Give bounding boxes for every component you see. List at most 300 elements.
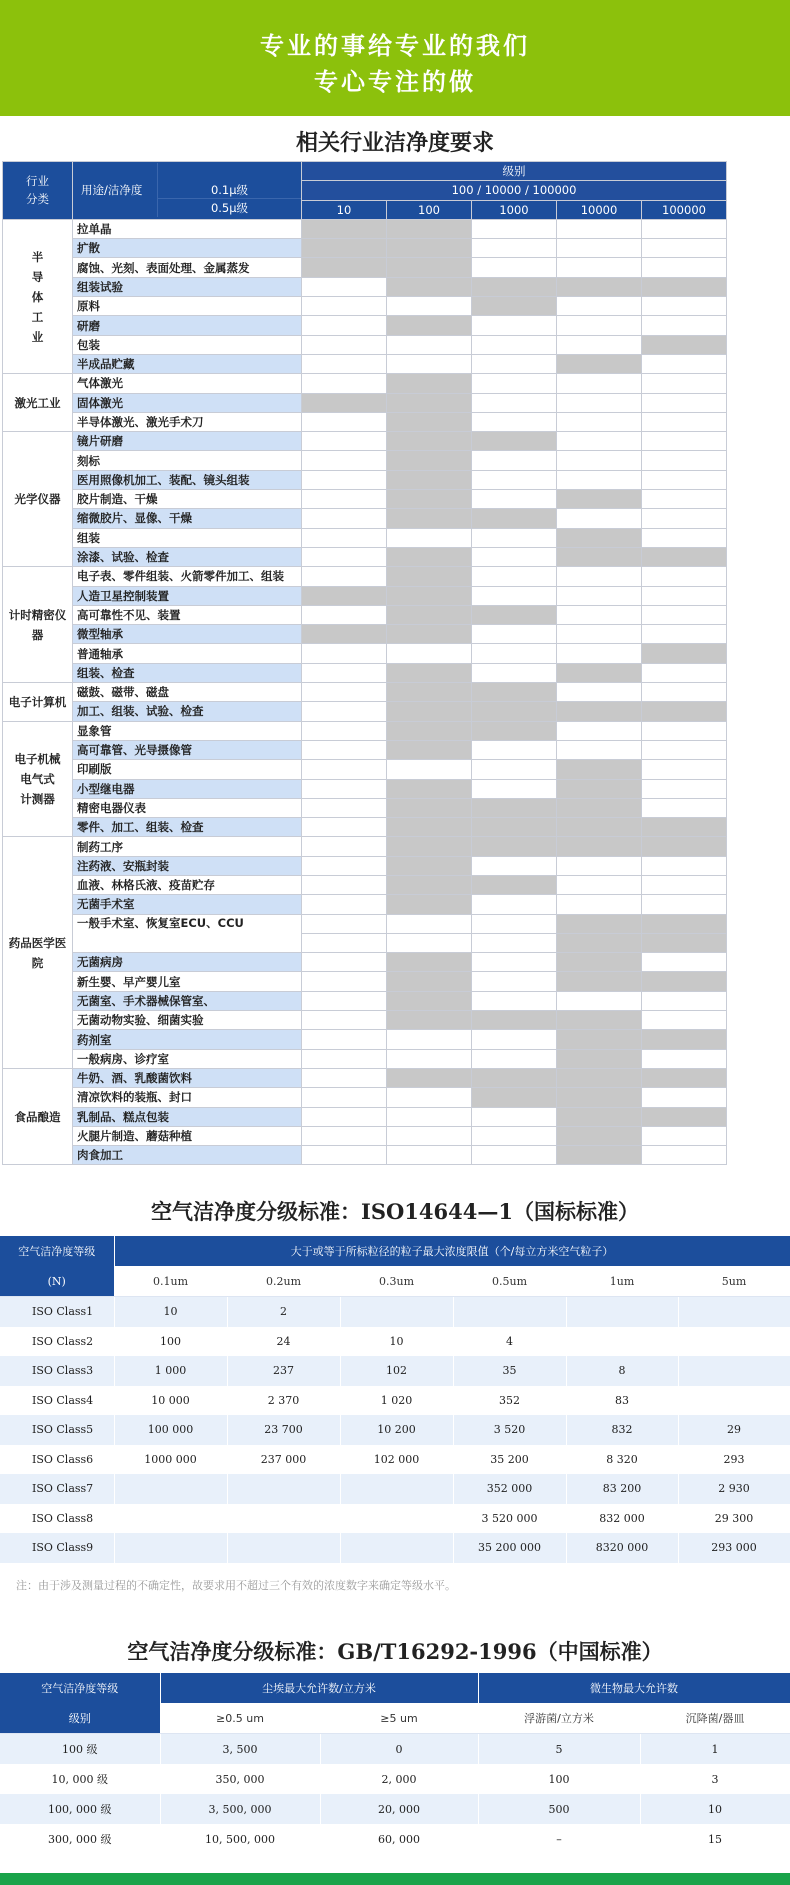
- iso-value: [566, 1297, 678, 1327]
- iso-n-label: (N): [0, 1266, 114, 1297]
- iso-value: 2 930: [678, 1474, 790, 1504]
- level-cell-10000: [557, 412, 642, 431]
- level-cell-10000: [557, 953, 642, 972]
- level-cell-10000: [557, 702, 642, 721]
- level-cell-1000: [472, 837, 557, 856]
- iso-class-label: ISO Class3: [0, 1356, 114, 1386]
- level-cell-100: [387, 354, 472, 373]
- level-cell-10000: [557, 663, 642, 682]
- gb-header-grade: 级别: [0, 1703, 160, 1734]
- level-cell-1000: [472, 1126, 557, 1145]
- level-cell-10: [302, 451, 387, 470]
- level-cell-100000: [642, 412, 727, 431]
- level-cell-10: [302, 258, 387, 277]
- level-cell-10000: [557, 335, 642, 354]
- level-cell-1000: [472, 933, 557, 952]
- industry-group-3: 计时精密仪器: [3, 567, 73, 683]
- level-cell-100000: [642, 625, 727, 644]
- iso-value: 8320 000: [566, 1533, 678, 1563]
- gb-value: 60, 000: [320, 1824, 478, 1854]
- header-class-10000: 10000: [557, 200, 642, 219]
- level-cell-1000: [472, 490, 557, 509]
- gb-value: 0: [320, 1734, 478, 1765]
- iso-class-label: ISO Class4: [0, 1386, 114, 1416]
- industry-group-7: 食品酿造: [3, 1068, 73, 1164]
- level-cell-10: [302, 760, 387, 779]
- level-cell-1000: [472, 451, 557, 470]
- level-cell-1000: [472, 509, 557, 528]
- level-cell-100000: [642, 856, 727, 875]
- level-cell-1000: [472, 856, 557, 875]
- level-cell-10000: [557, 1068, 642, 1087]
- use-item: 一般手术室、恢复室ECU、CCU: [73, 914, 302, 953]
- gb-value: 10: [640, 1794, 790, 1824]
- iso-value: 2: [227, 1297, 340, 1327]
- level-cell-100: [387, 567, 472, 586]
- iso-value: 293 000: [678, 1533, 790, 1563]
- iso-row: [0, 1356, 790, 1386]
- level-cell-10000: [557, 625, 642, 644]
- use-item: 加工、组装、试验、检查: [73, 702, 302, 721]
- level-cell-1000: [472, 316, 557, 335]
- industry-group-0: 半 导 体 工 业: [3, 219, 73, 373]
- level-cell-10000: [557, 895, 642, 914]
- gb-row: [0, 1734, 790, 1765]
- level-cell-100000: [642, 470, 727, 489]
- use-item: 注药液、安瓶封装: [73, 856, 302, 875]
- level-cell-10000: [557, 258, 642, 277]
- use-item: 清凉饮料的装瓶、封口: [73, 1088, 302, 1107]
- iso-header-level: 空气洁净度等级: [0, 1236, 114, 1266]
- banner-line-1: 专业的事给专业的我们: [260, 32, 530, 60]
- level-cell-10000: [557, 432, 642, 451]
- iso-value: 8: [566, 1356, 678, 1386]
- header-banner: [0, 0, 790, 116]
- level-cell-10: [302, 432, 387, 451]
- level-cell-100: [387, 490, 472, 509]
- level-cell-1000: [472, 239, 557, 258]
- use-item: 印刷版: [73, 760, 302, 779]
- level-cell-100: [387, 991, 472, 1010]
- level-cell-10000: [557, 1107, 642, 1126]
- iso-standard-table: [0, 1236, 790, 1563]
- level-cell-100: [387, 1126, 472, 1145]
- level-cell-10000: [557, 1126, 642, 1145]
- level-cell-1000: [472, 277, 557, 296]
- level-cell-100: [387, 451, 472, 470]
- iso-value: 1 020: [340, 1386, 453, 1416]
- level-cell-1000: [472, 219, 557, 238]
- level-cell-100: [387, 1030, 472, 1049]
- level-cell-10: [302, 1030, 387, 1049]
- level-cell-100: [387, 663, 472, 682]
- level-cell-100000: [642, 219, 727, 238]
- level-cell-100000: [642, 258, 727, 277]
- level-cell-10: [302, 297, 387, 316]
- level-cell-10: [302, 837, 387, 856]
- level-cell-10000: [557, 1030, 642, 1049]
- use-item: 零件、加工、组装、检查: [73, 818, 302, 837]
- level-cell-1000: [472, 663, 557, 682]
- use-item: 组装试验: [73, 277, 302, 296]
- level-cell-10000: [557, 354, 642, 373]
- iso-value: 24: [227, 1327, 340, 1357]
- level-cell-10000: [557, 490, 642, 509]
- level-cell-100: [387, 258, 472, 277]
- iso-class-label: ISO Class5: [0, 1415, 114, 1445]
- level-cell-1000: [472, 1146, 557, 1165]
- gb-grade: 100, 000 级: [0, 1794, 160, 1824]
- level-cell-100000: [642, 644, 727, 663]
- iso-value: 35 200: [453, 1445, 566, 1475]
- level-cell-10000: [557, 1146, 642, 1165]
- level-cell-10: [302, 239, 387, 258]
- gb-subheader-1: ≥5 um: [320, 1703, 478, 1734]
- use-item: 肉食加工: [73, 1146, 302, 1165]
- use-item: 腐蚀、光刻、表面处理、金属蒸发: [73, 258, 302, 277]
- level-cell-100: [387, 818, 472, 837]
- level-cell-10: [302, 586, 387, 605]
- iso-row: [0, 1386, 790, 1416]
- level-cell-10000: [557, 1049, 642, 1068]
- use-item: 包装: [73, 335, 302, 354]
- gb-grade: 300, 000 级: [0, 1824, 160, 1854]
- iso-value: [678, 1297, 790, 1327]
- level-cell-100000: [642, 432, 727, 451]
- iso-size-0: 0.1um: [114, 1266, 227, 1297]
- level-cell-10: [302, 914, 387, 933]
- gb-value: –: [478, 1824, 640, 1854]
- level-cell-10000: [557, 470, 642, 489]
- use-item: 乳制品、糕点包装: [73, 1107, 302, 1126]
- iso-class-label: ISO Class7: [0, 1474, 114, 1504]
- level-cell-100: [387, 625, 472, 644]
- gb-value: 350, 000: [160, 1764, 320, 1794]
- level-cell-100: [387, 605, 472, 624]
- iso-size-4: 1um: [566, 1266, 678, 1297]
- iso-value: [114, 1504, 227, 1534]
- level-cell-100: [387, 393, 472, 412]
- iso-value: 23 700: [227, 1415, 340, 1445]
- level-cell-1000: [472, 1068, 557, 1087]
- industry-group-2: 光学仪器: [3, 432, 73, 567]
- level-cell-100000: [642, 335, 727, 354]
- header-use: [73, 162, 302, 220]
- level-cell-10: [302, 818, 387, 837]
- level-cell-100000: [642, 586, 727, 605]
- iso-value: 1000 000: [114, 1445, 227, 1475]
- gb-row: [0, 1794, 790, 1824]
- iso-value: [678, 1386, 790, 1416]
- level-cell-10000: [557, 277, 642, 296]
- iso-value: 10: [340, 1327, 453, 1357]
- level-cell-1000: [472, 798, 557, 817]
- use-item: 电子表、零件组装、火箭零件加工、组装: [73, 567, 302, 586]
- level-cell-1000: [472, 374, 557, 393]
- level-cell-1000: [472, 818, 557, 837]
- iso-value: 35: [453, 1356, 566, 1386]
- level-cell-10000: [557, 586, 642, 605]
- level-cell-10: [302, 798, 387, 817]
- level-cell-10000: [557, 721, 642, 740]
- level-cell-10: [302, 856, 387, 875]
- level-cell-1000: [472, 702, 557, 721]
- use-item: 血液、林格氏液、疫苗贮存: [73, 875, 302, 894]
- level-cell-100000: [642, 1107, 727, 1126]
- level-cell-1000: [472, 875, 557, 894]
- level-cell-10: [302, 509, 387, 528]
- level-cell-100000: [642, 528, 727, 547]
- level-cell-100: [387, 432, 472, 451]
- gb-value: 5: [478, 1734, 640, 1765]
- iso-row: [0, 1504, 790, 1534]
- level-cell-100000: [642, 1030, 727, 1049]
- use-item: 显象管: [73, 721, 302, 740]
- level-cell-100: [387, 1088, 472, 1107]
- level-cell-100: [387, 953, 472, 972]
- use-item: 无菌病房: [73, 953, 302, 972]
- use-item: 无菌室、手术器械保管室、: [73, 991, 302, 1010]
- gb-value: 3, 500, 000: [160, 1794, 320, 1824]
- use-item: 原料: [73, 297, 302, 316]
- iso-class-label: ISO Class1: [0, 1297, 114, 1327]
- header-use-grid: [73, 163, 301, 217]
- level-cell-10000: [557, 219, 642, 238]
- iso-row: [0, 1327, 790, 1357]
- iso-value: 83 200: [566, 1474, 678, 1504]
- level-cell-1000: [472, 683, 557, 702]
- level-cell-1000: [472, 721, 557, 740]
- header-row-01-label: 0.1μ级: [158, 163, 301, 199]
- gb-grade: 10, 000 级: [0, 1764, 160, 1794]
- gb-value: 3, 500: [160, 1734, 320, 1765]
- level-cell-10000: [557, 914, 642, 933]
- iso-row: [0, 1415, 790, 1445]
- level-cell-10: [302, 412, 387, 431]
- level-cell-100000: [642, 1049, 727, 1068]
- gb-header-micro: 微生物最大允许数: [478, 1673, 790, 1703]
- level-cell-10000: [557, 239, 642, 258]
- level-cell-100000: [642, 683, 727, 702]
- use-item: 人造卫星控制装置: [73, 586, 302, 605]
- gb-value: 100: [478, 1764, 640, 1794]
- iso-header-limit: 大于或等于所标粒径的粒子最大浓度限值（个/每立方米空气粒子）: [114, 1236, 790, 1266]
- level-cell-10: [302, 567, 387, 586]
- use-item: 医用照像机加工、装配、镜头组装: [73, 470, 302, 489]
- level-cell-10000: [557, 875, 642, 894]
- use-item: 半成品贮藏: [73, 354, 302, 373]
- level-cell-100: [387, 683, 472, 702]
- iso-size-5: 5um: [678, 1266, 790, 1297]
- level-cell-100000: [642, 605, 727, 624]
- level-cell-10000: [557, 393, 642, 412]
- header-use-label: 用途/洁净度: [73, 163, 158, 217]
- level-cell-100: [387, 972, 472, 991]
- gb-value: 1: [640, 1734, 790, 1765]
- level-cell-100000: [642, 547, 727, 566]
- iso-value: 102 000: [340, 1445, 453, 1475]
- iso-value: 102: [340, 1356, 453, 1386]
- level-cell-1000: [472, 412, 557, 431]
- iso-value: [227, 1504, 340, 1534]
- level-cell-10000: [557, 374, 642, 393]
- level-cell-10000: [557, 1088, 642, 1107]
- level-cell-100000: [642, 740, 727, 759]
- level-cell-100000: [642, 702, 727, 721]
- level-cell-10000: [557, 798, 642, 817]
- level-cell-100000: [642, 509, 727, 528]
- level-cell-100000: [642, 721, 727, 740]
- use-item: 半导体激光、激光手术刀: [73, 412, 302, 431]
- level-cell-100: [387, 316, 472, 335]
- iso-value: [340, 1474, 453, 1504]
- level-cell-100: [387, 1146, 472, 1165]
- use-item: 新生婴、早产婴儿室: [73, 972, 302, 991]
- level-cell-100000: [642, 953, 727, 972]
- gb-grade: 100 级: [0, 1734, 160, 1765]
- gb-header-level: 空气洁净度等级: [0, 1673, 160, 1703]
- level-cell-100000: [642, 1068, 727, 1087]
- level-cell-10000: [557, 297, 642, 316]
- industry-group-5: 电子机械 电气式 计测器: [3, 721, 73, 837]
- level-cell-100000: [642, 837, 727, 856]
- level-cell-100000: [642, 875, 727, 894]
- header-class-10: 10: [302, 200, 387, 219]
- level-cell-1000: [472, 914, 557, 933]
- header-level: 级别: [302, 162, 727, 181]
- level-cell-10000: [557, 547, 642, 566]
- level-cell-100: [387, 374, 472, 393]
- level-cell-10: [302, 1049, 387, 1068]
- use-item: 涂漆、试验、检查: [73, 547, 302, 566]
- level-cell-10: [302, 1088, 387, 1107]
- level-cell-100000: [642, 779, 727, 798]
- level-cell-10: [302, 1146, 387, 1165]
- iso-value: [566, 1327, 678, 1357]
- level-cell-10: [302, 393, 387, 412]
- level-cell-1000: [472, 1088, 557, 1107]
- level-cell-100: [387, 1068, 472, 1087]
- level-cell-10: [302, 991, 387, 1010]
- level-cell-100000: [642, 818, 727, 837]
- level-cell-10: [302, 972, 387, 991]
- gb-row: [0, 1764, 790, 1794]
- level-cell-1000: [472, 354, 557, 373]
- level-cell-100000: [642, 914, 727, 933]
- level-cell-1000: [472, 1011, 557, 1030]
- level-cell-100: [387, 702, 472, 721]
- level-cell-10000: [557, 605, 642, 624]
- level-cell-100000: [642, 393, 727, 412]
- level-cell-10000: [557, 1011, 642, 1030]
- iso-note: 注：由于涉及测量过程的不确定性，故要求用不超过三个有效的浓度数字来确定等级水平。: [16, 1579, 456, 1592]
- iso-value: 3 520 000: [453, 1504, 566, 1534]
- iso-value: 83: [566, 1386, 678, 1416]
- level-cell-1000: [472, 972, 557, 991]
- iso-value: 352: [453, 1386, 566, 1416]
- level-cell-100000: [642, 1146, 727, 1165]
- iso-value: 8 320: [566, 1445, 678, 1475]
- level-cell-100000: [642, 991, 727, 1010]
- level-cell-10: [302, 528, 387, 547]
- level-cell-1000: [472, 625, 557, 644]
- iso-value: 352 000: [453, 1474, 566, 1504]
- level-cell-100: [387, 895, 472, 914]
- gb-value: 20, 000: [320, 1794, 478, 1824]
- level-cell-10: [302, 1107, 387, 1126]
- level-cell-1000: [472, 1107, 557, 1126]
- iso-value: [453, 1297, 566, 1327]
- level-cell-1000: [472, 740, 557, 759]
- iso-value: 10 200: [340, 1415, 453, 1445]
- iso-class-label: ISO Class8: [0, 1504, 114, 1534]
- header-class-100000: 100000: [642, 200, 727, 219]
- industry-section-title: 相关行业洁净度要求: [295, 130, 494, 156]
- banner-line-2: 专心专注的做: [314, 68, 476, 96]
- level-cell-1000: [472, 1049, 557, 1068]
- header-industry: 行业 分类: [3, 162, 73, 220]
- use-item: 磁鼓、磁带、磁盘: [73, 683, 302, 702]
- use-item: 组装、检查: [73, 663, 302, 682]
- level-cell-10: [302, 625, 387, 644]
- level-cell-100: [387, 219, 472, 238]
- iso-value: 832 000: [566, 1504, 678, 1534]
- iso-class-label: ISO Class6: [0, 1445, 114, 1475]
- level-cell-100: [387, 779, 472, 798]
- use-item: 药剂室: [73, 1030, 302, 1049]
- level-cell-1000: [472, 953, 557, 972]
- iso-value: [340, 1533, 453, 1563]
- level-cell-10: [302, 1068, 387, 1087]
- level-cell-100000: [642, 277, 727, 296]
- level-cell-100: [387, 1049, 472, 1068]
- level-cell-100: [387, 335, 472, 354]
- iso-value: 100 000: [114, 1415, 227, 1445]
- iso-value: 100: [114, 1327, 227, 1357]
- use-item: 制药工序: [73, 837, 302, 856]
- header-row-01-values: 100 / 10000 / 100000: [302, 181, 727, 200]
- gb-value: 10, 500, 000: [160, 1824, 320, 1854]
- iso-value: 3 520: [453, 1415, 566, 1445]
- level-cell-100000: [642, 354, 727, 373]
- iso-value: 237 000: [227, 1445, 340, 1475]
- level-cell-100: [387, 760, 472, 779]
- iso-value: [678, 1327, 790, 1357]
- level-cell-1000: [472, 644, 557, 663]
- level-cell-10000: [557, 644, 642, 663]
- industry-cleanliness-table: [2, 161, 727, 1165]
- level-cell-100000: [642, 567, 727, 586]
- level-cell-100: [387, 470, 472, 489]
- footer-bar: [0, 1873, 790, 1885]
- iso-value: 10 000: [114, 1386, 227, 1416]
- iso-value: [340, 1504, 453, 1534]
- level-cell-100: [387, 837, 472, 856]
- use-item: 小型继电器: [73, 779, 302, 798]
- level-cell-100000: [642, 663, 727, 682]
- level-cell-100: [387, 239, 472, 258]
- level-cell-100000: [642, 297, 727, 316]
- level-cell-10000: [557, 683, 642, 702]
- iso-row: [0, 1445, 790, 1475]
- iso-row: [0, 1297, 790, 1327]
- level-cell-1000: [472, 432, 557, 451]
- level-cell-100000: [642, 760, 727, 779]
- iso-value: 237: [227, 1356, 340, 1386]
- level-cell-100: [387, 547, 472, 566]
- industry-group-6: 药品医学医院: [3, 837, 73, 1069]
- use-item: 镜片研磨: [73, 432, 302, 451]
